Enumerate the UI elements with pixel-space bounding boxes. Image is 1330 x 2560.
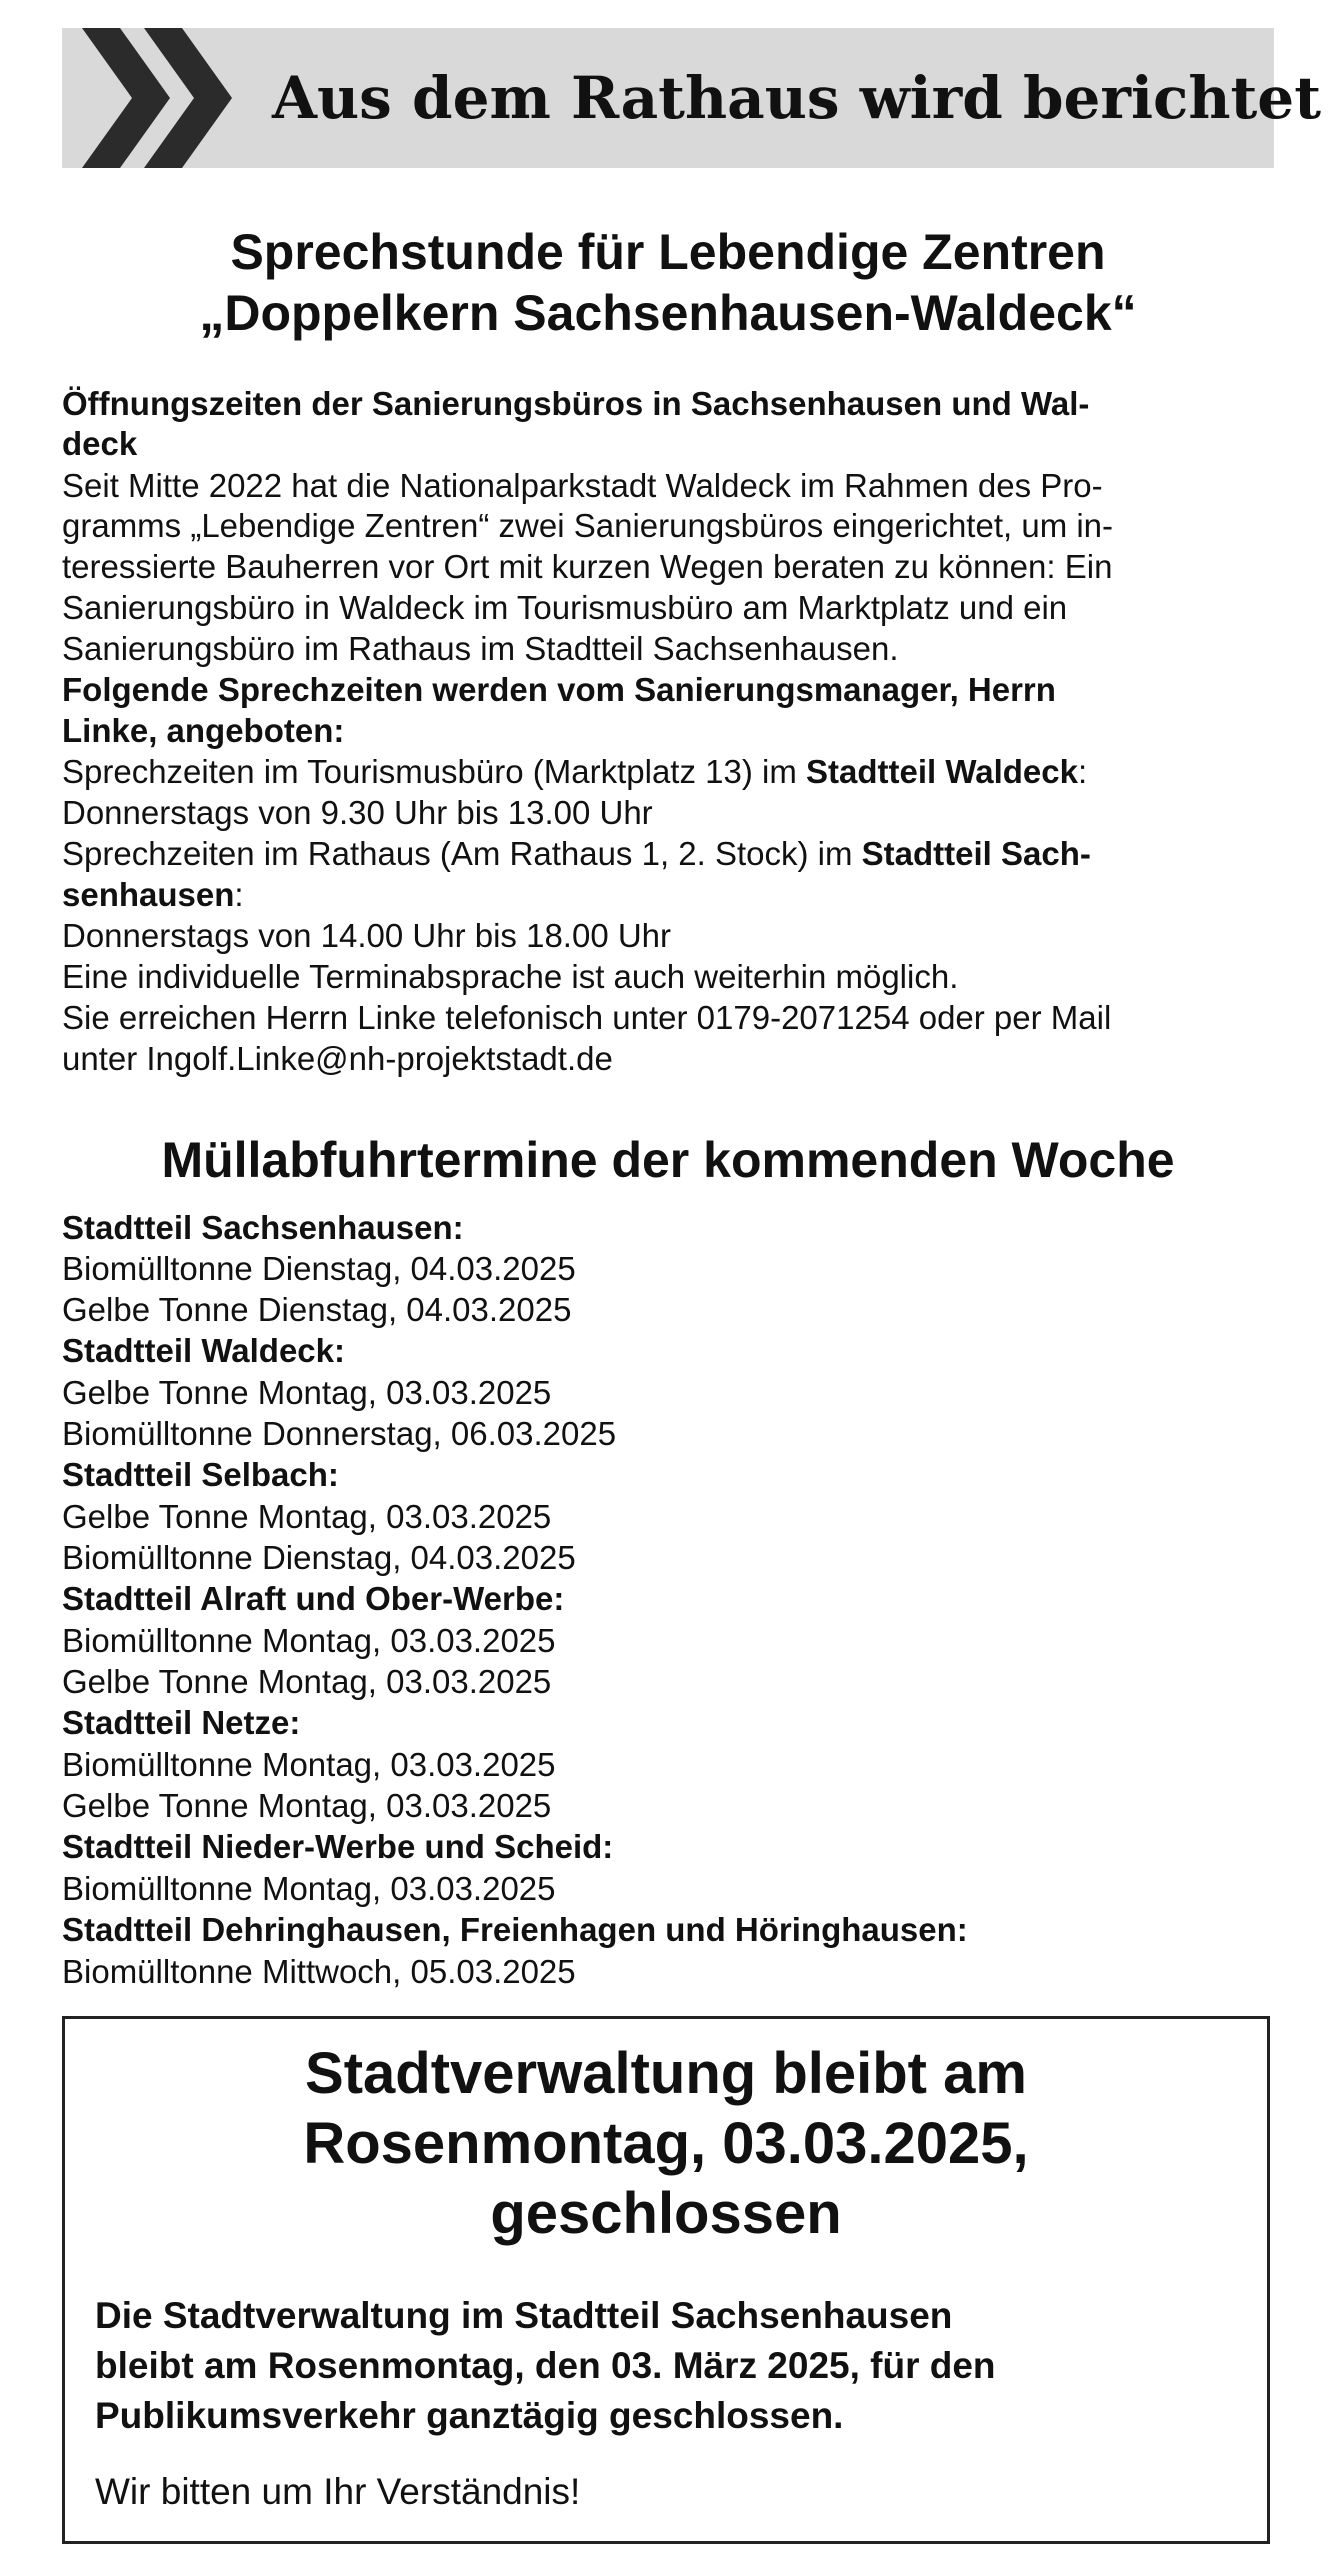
offer-line-2: Linke, angeboten: <box>62 712 345 749</box>
appointment-note: Eine individuelle Terminabsprache ist auch weiterhin möglich. <box>62 958 959 995</box>
district-name: Stadtteil Netze: <box>62 1704 301 1741</box>
district-name: Stadtteil Waldeck: <box>62 1332 345 1369</box>
collection-entry: Gelbe Tonne Montag, 03.03.2025 <box>62 1374 552 1411</box>
article-title-line-2: „Doppelkern Sachsenhausen-Waldeck“ <box>199 285 1137 341</box>
intro-line: Sanierungsbüro im Rathaus im Stadtteil Sachsenhausen. <box>62 630 899 667</box>
notice-body-line-1: Die Stadtverwaltung im Stadtteil Sachsenhausen <box>95 2295 953 2336</box>
double-chevron-icon <box>82 28 242 168</box>
waste-section-title: Müllabfuhrtermine der kommenden Woche <box>161 1132 1175 1188</box>
offer-line-1: Folgende Sprechzeiten werden vom Sanierungsmanager, Herrn <box>62 671 1056 708</box>
collection-entry: Biomülltonne Donnerstag, 06.03.2025 <box>62 1415 617 1452</box>
notice-body-line-3: Publikumsverkehr ganztägig geschlossen. <box>95 2395 844 2436</box>
collection-entry: Gelbe Tonne Montag, 03.03.2025 <box>62 1787 552 1824</box>
article-title-line-1: Sprechstunde für Lebendige Zentren <box>230 224 1106 280</box>
contact-line-1: Sie erreichen Herrn Linke telefonisch unter 0179-2071254 oder per Mail <box>62 999 1112 1036</box>
district-name: Stadtteil Nieder-Werbe und Scheid: <box>62 1828 614 1865</box>
waldeck-hours-time: Donnerstags von 9.30 Uhr bis 13.00 Uhr <box>62 794 653 831</box>
collection-entry: Biomülltonne Montag, 03.03.2025 <box>62 1870 556 1907</box>
intro-line: Seit Mitte 2022 hat die Nationalparkstadt Waldeck im Rahmen des Pro- <box>62 467 1103 504</box>
collection-entry: Biomülltonne Mittwoch, 05.03.2025 <box>62 1953 576 1990</box>
intro-line: Sanierungsbüro in Waldeck im Tourismusbüro am Marktplatz und ein <box>62 589 1068 626</box>
waldeck-hours-label: Sprechzeiten im Tourismusbüro (Marktplatz 13) im Stadtteil Waldeck: <box>62 753 1088 790</box>
intro-line: gramms „Lebendige Zentren“ zwei Sanierungsbüros eingerichtet, um in- <box>62 507 1114 544</box>
collection-entry: Gelbe Tonne Dienstag, 04.03.2025 <box>62 1291 572 1328</box>
collection-entry: Gelbe Tonne Montag, 03.03.2025 <box>62 1498 552 1535</box>
district-name: Stadtteil Sachsenhausen: <box>62 1209 464 1246</box>
district-name: Stadtteil Dehringhausen, Freienhagen und Höringhausen: <box>62 1911 968 1948</box>
sachsenhausen-hours-label: Sprechzeiten im Rathaus (Am Rathaus 1, 2. Stock) im Stadtteil Sach- <box>62 835 1091 872</box>
sachsenhausen-hours-label-cont: senhausen: <box>62 876 244 913</box>
notice-closing: Wir bitten um Ihr Verständnis! <box>95 2471 581 2512</box>
district-name: Stadtteil Selbach: <box>62 1456 339 1493</box>
notice-body-line-2: bleibt am Rosenmontag, den 03. März 2025, für den <box>95 2345 996 2386</box>
contact-line-2: unter Ingolf.Linke@nh-projektstadt.de <box>62 1040 613 1077</box>
banner-title: Aus dem Rathaus wird berichtet <box>272 64 1321 132</box>
collection-entry: Biomülltonne Montag, 03.03.2025 <box>62 1622 556 1659</box>
intro-line: teressierte Bauherren vor Ort mit kurzen Wegen beraten zu können: Ein <box>62 548 1113 585</box>
collection-entry: Gelbe Tonne Montag, 03.03.2025 <box>62 1663 552 1700</box>
notice-title-line-3: geschlossen <box>490 2181 842 2246</box>
collection-entry: Biomülltonne Dienstag, 04.03.2025 <box>62 1539 576 1576</box>
article-subheading-line-2: deck <box>62 425 138 462</box>
district-name: Stadtteil Alraft und Ober-Werbe: <box>62 1580 565 1617</box>
article-subheading-line-1: Öffnungszeiten der Sanierungsbüros in Sachsenhausen und Wal- <box>62 385 1090 422</box>
collection-entry: Biomülltonne Montag, 03.03.2025 <box>62 1746 556 1783</box>
closure-notice-box <box>62 2016 1270 2544</box>
notice-title-line-2: Rosenmontag, 03.03.2025, <box>303 2111 1029 2176</box>
collection-entry: Biomülltonne Dienstag, 04.03.2025 <box>62 1250 576 1287</box>
sachsenhausen-hours-time: Donnerstags von 14.00 Uhr bis 18.00 Uhr <box>62 917 672 954</box>
notice-title-line-1: Stadtverwaltung bleibt am <box>305 2041 1027 2106</box>
section-banner <box>62 28 1321 168</box>
